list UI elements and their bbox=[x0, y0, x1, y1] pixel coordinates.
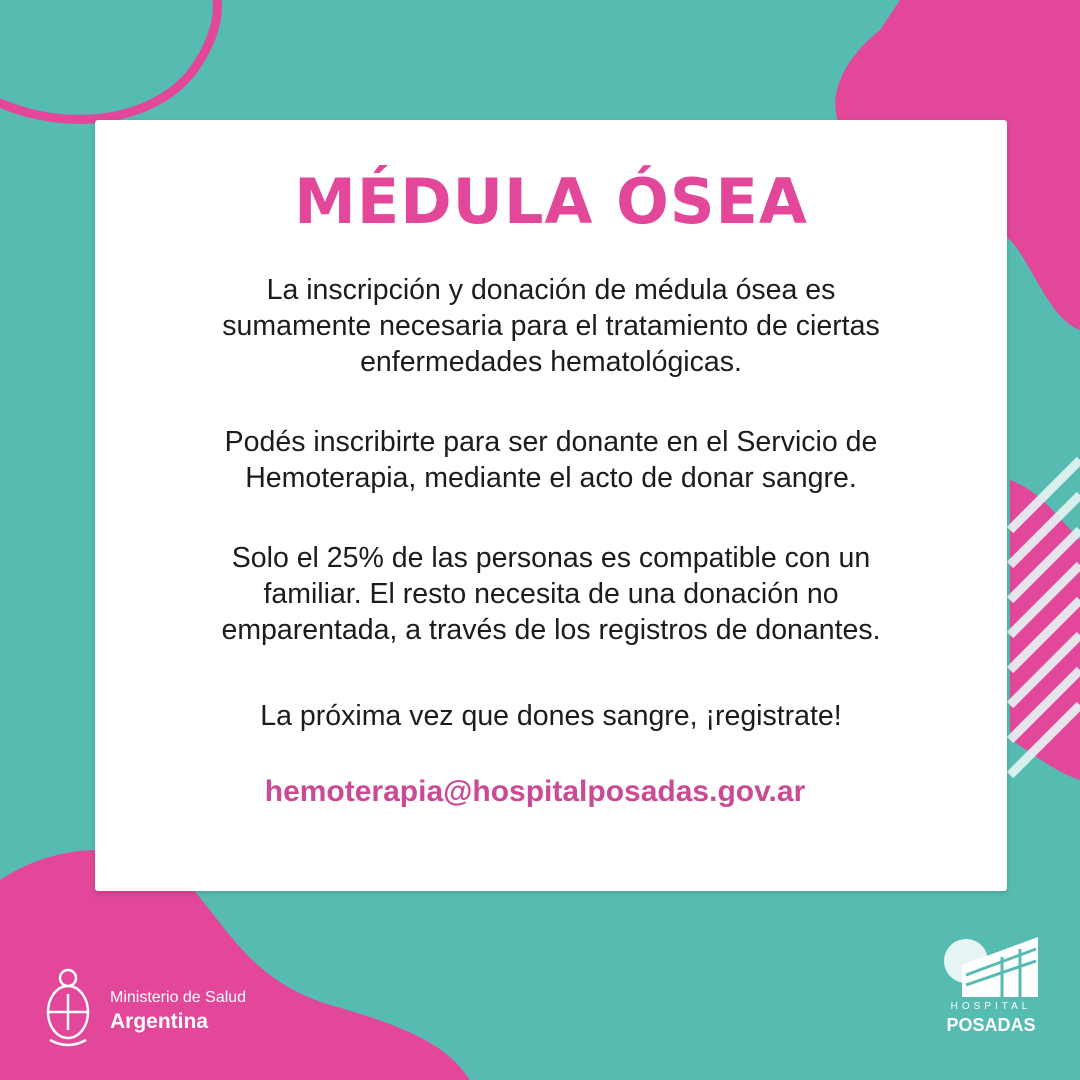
paragraph-register bbox=[135, 424, 967, 496]
paragraph-line: La inscripción y donación de médula ósea es bbox=[266, 274, 836, 306]
paragraph-line: Solo el 25% de las personas es compatible con un bbox=[231, 542, 871, 574]
paragraph-line: enfermedades hematológicas. bbox=[360, 346, 742, 378]
info-card bbox=[95, 120, 1007, 891]
contact-email-link[interactable]: hemoterapia@hospitalposadas.gov.ar bbox=[264, 775, 806, 808]
pink-ring-decoration bbox=[0, 0, 217, 119]
hospital-label: HOSPITAL bbox=[950, 1001, 1032, 1012]
ministry-name: Ministerio de Salud bbox=[110, 989, 247, 1006]
paragraph-line: sumamente necesaria para el tratamiento de ciertas bbox=[222, 310, 880, 342]
paragraph-line: La próxima vez que dones sangre, ¡registrate! bbox=[260, 700, 842, 732]
paragraph-line: emparentada, a través de los registros de donantes. bbox=[221, 614, 881, 646]
hospital-building-logo-icon bbox=[942, 935, 1040, 997]
paragraph-intro bbox=[135, 272, 967, 380]
ministry-country: Argentina bbox=[110, 1010, 209, 1033]
paragraph-line: familiar. El resto necesita de una donación no bbox=[263, 578, 839, 610]
argentina-coat-of-arms-icon bbox=[40, 964, 96, 1050]
page-title: MÉDULA ÓSEA bbox=[294, 165, 808, 238]
paragraph-line: Podés inscribirte para ser donante en el Servicio de bbox=[224, 426, 878, 458]
hospital-name: POSADAS bbox=[946, 1015, 1036, 1035]
paragraph-call-to-action bbox=[135, 698, 967, 734]
ministry-logo bbox=[40, 962, 300, 1052]
paragraph-compatibility bbox=[135, 540, 967, 648]
hospital-logo bbox=[930, 935, 1050, 1045]
paragraph-line: Hemoterapia, mediante el acto de donar sangre. bbox=[245, 462, 857, 494]
